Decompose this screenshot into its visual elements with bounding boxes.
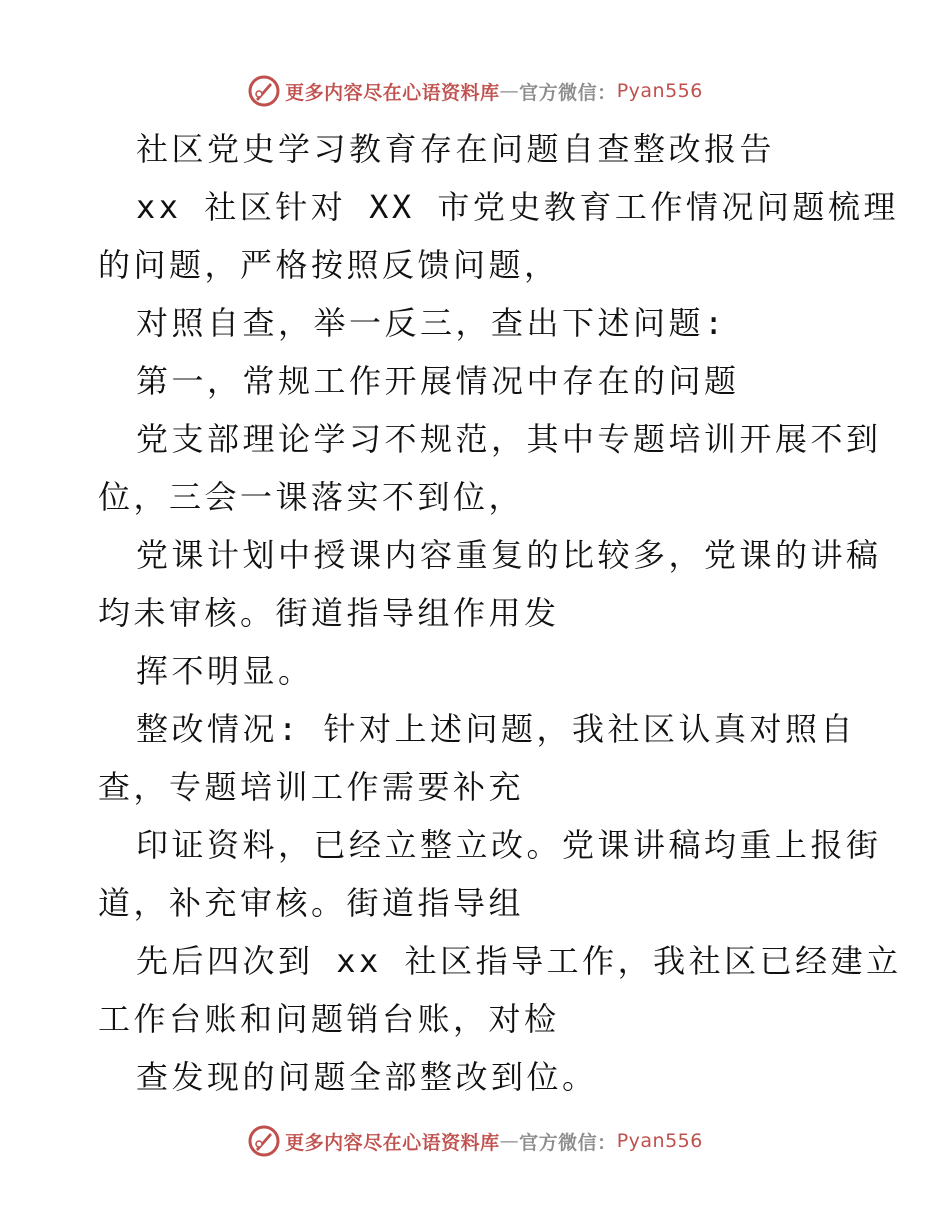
text-line: 党支部理论学习不规范，其中专题培训开展不到 (136, 420, 882, 458)
text-line: 查发现的问题全部整改到位。 (136, 1058, 598, 1096)
text-line: 对照自查，举一反三，查出下述问题: (136, 304, 727, 342)
section-heading: 第一，常规工作开展情况中存在的问题 (136, 362, 740, 400)
quill-logo-icon (247, 74, 281, 108)
text-line: 先后四次到 xx 社区指导工作，我社区已经建立 (136, 942, 902, 980)
text-line: 查，专题培训工作需要补充 (98, 768, 525, 806)
text-line: 整改情况: 针对上述问题，我社区认真对照自 (136, 710, 857, 748)
watermark-header (0, 74, 950, 108)
text-line: 挥不明显。 (136, 652, 314, 690)
watermark-separator: — (499, 1130, 520, 1152)
watermark-id: Pyan556 (616, 1130, 703, 1152)
document-title: 社区党史学习教育存在问题自查整改报告 (136, 130, 776, 168)
text-line: 印证资料，已经立整立改。党课讲稿均重上报街 (136, 826, 882, 864)
watermark-main-text: 更多内容尽在心语资料库 (285, 1131, 500, 1154)
text-line: 位，三会一课落实不到位， (98, 478, 525, 516)
text-line: 道，补充审核。街道指导组 (98, 884, 525, 922)
text-line: 的问题，严格按照反馈问题， (98, 246, 560, 284)
text-line: xx 社区针对 XX 市党史教育工作情况问题梳理 (136, 188, 899, 226)
text-line: 均未审核。街道指导组作用发 (98, 594, 560, 632)
text-line: 工作台账和问题销台账，对检 (98, 1000, 560, 1038)
watermark-footer (0, 1124, 950, 1158)
watermark-sub-text: 官方微信： (519, 1131, 617, 1154)
quill-logo-icon (247, 1124, 281, 1158)
watermark-main-text: 更多内容尽在心语资料库 (285, 81, 500, 104)
watermark-sub-text: 官方微信： (519, 81, 617, 104)
watermark-id: Pyan556 (616, 80, 703, 102)
text-line: 党课计划中授课内容重复的比较多，党课的讲稿 (136, 536, 882, 574)
watermark-separator: — (499, 80, 520, 102)
